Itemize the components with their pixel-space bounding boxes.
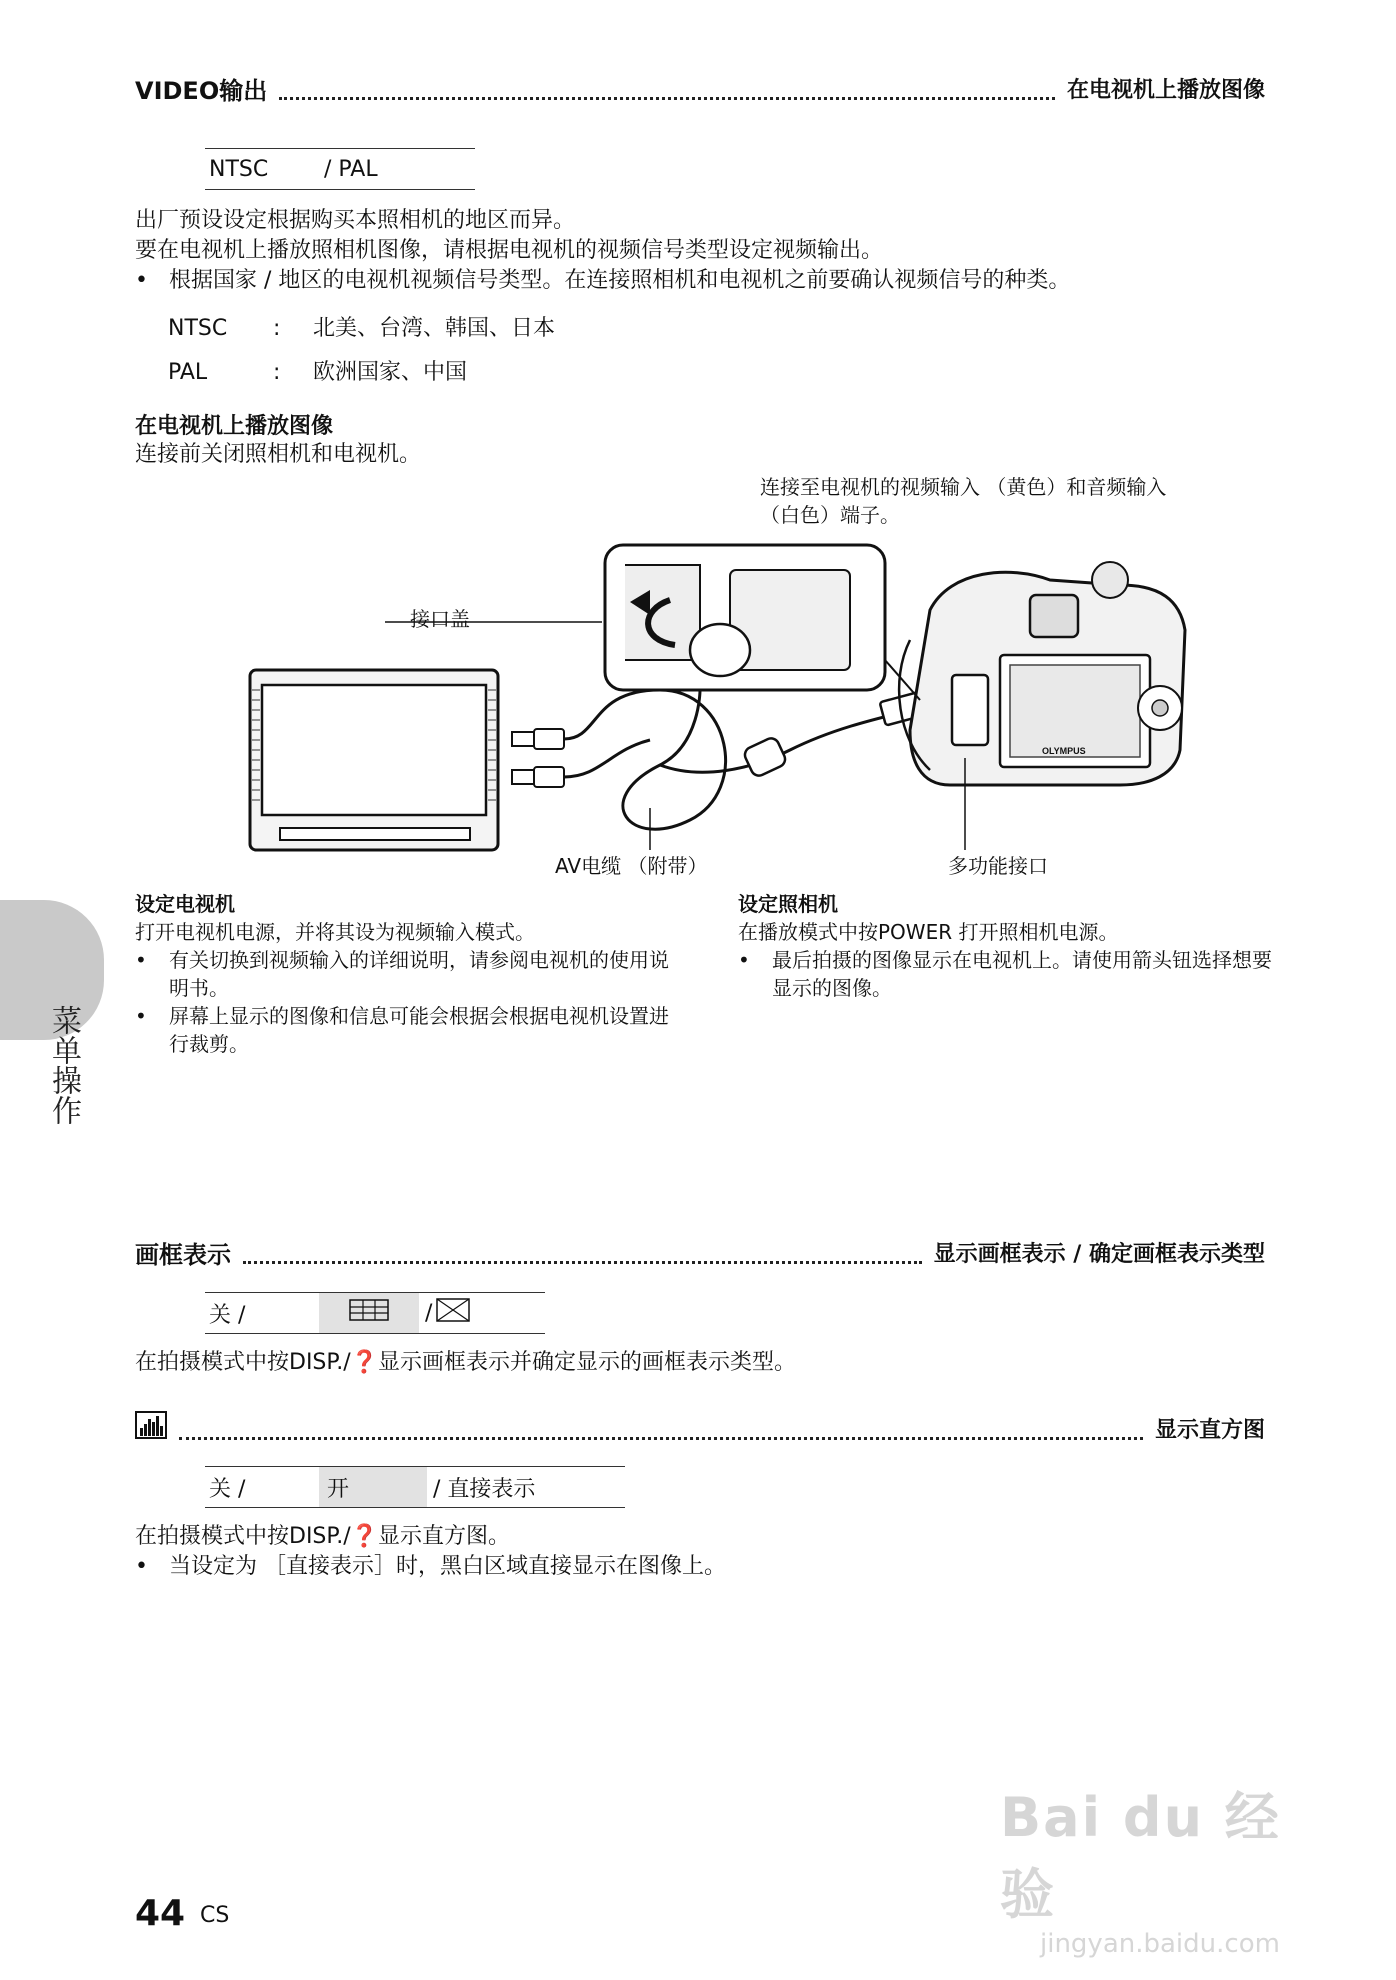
grid-icon: [349, 1299, 389, 1327]
port-cover-closeup: [605, 545, 920, 700]
video-output-heading: [135, 68, 1265, 108]
frame-display-description: 在拍摄模式中按DISP./❓显示画框表示并确定显示的画框表示类型。: [135, 1350, 797, 1375]
page-number: 44: [135, 1893, 186, 1934]
option-direct: / 直接表示: [433, 1476, 536, 1502]
bullet-item: • 最后拍摄的图像显示在电视机上。请使用箭头钮选择想要显示的图像。: [738, 946, 1272, 1002]
histogram-desc-line: 在拍摄模式中按DISP./❓显示直方图。: [135, 1524, 511, 1549]
tv-playback-subtitle: 连接前关闭照相机和电视机。: [135, 442, 422, 467]
option-separator: /: [425, 1300, 433, 1326]
setup-tv-section: [135, 890, 695, 1058]
leader-dots: [279, 87, 1055, 100]
histogram-heading: [135, 1408, 1265, 1448]
frame-display-right-label: 显示画框表示 / 确定画框表示类型: [933, 1241, 1265, 1267]
histogram-description: [135, 1522, 1255, 1582]
video-output-options: [205, 148, 475, 190]
video-output-right-label: 在电视机上播放图像: [1066, 77, 1265, 103]
label-multi-connector: 多功能接口: [948, 854, 1048, 878]
callout-line: 连接至电视机的视频输入 （黄色）和音频输入: [760, 475, 1167, 499]
setup-tv-title: 设定电视机: [135, 892, 235, 916]
region-code: PAL: [168, 360, 208, 385]
callout-line: （白色）端子。: [760, 503, 900, 527]
language-code: CS: [200, 1903, 230, 1928]
av-cable: [564, 690, 726, 829]
diagonal-frame-icon: [436, 1298, 470, 1328]
region-sep: :: [273, 316, 281, 341]
bullet-item: • 有关切换到视频输入的详细说明，请参阅电视机的使用说明书。: [135, 946, 679, 1002]
region-value: 北美、台湾、韩国、日本: [313, 316, 556, 341]
region-row: [168, 314, 555, 344]
desc-line: 要在电视机上播放照相机图像，请根据电视机的视频信号类型设定视频输出。: [135, 238, 884, 263]
region-code: NTSC: [168, 316, 228, 341]
region-sep: :: [273, 360, 281, 385]
connection-callout: [760, 473, 1280, 529]
frame-display-heading: [135, 1232, 1265, 1272]
camera-brand-text: OLYMPUS: [1042, 746, 1086, 756]
histogram-options: [205, 1466, 625, 1508]
camera-illustration: [899, 562, 1185, 785]
label-av-cable: AV电缆 （附带）: [555, 854, 708, 878]
side-tab-label: 菜单操作: [46, 1005, 81, 1125]
option-off: 关 /: [209, 1302, 246, 1328]
watermark-sub: jingyan.baidu.com: [1040, 1929, 1280, 1959]
ferrite-core: [742, 736, 787, 778]
setup-tv-text: 打开电视机电源，并将其设为视频输入模式。: [135, 920, 535, 944]
baidu-watermark: [1000, 1775, 1330, 1959]
histogram-right-label: 显示直方图: [1154, 1417, 1265, 1443]
option-off: 关 /: [209, 1476, 246, 1502]
option-diagonal: [432, 1293, 470, 1333]
frame-display-options: [205, 1292, 545, 1334]
histogram-icon: [135, 1411, 167, 1445]
setup-camera-text: 在播放模式中按POWER 打开照相机电源。: [738, 920, 1119, 944]
connection-illustration: [230, 540, 1240, 870]
desc-line: 出厂预设设定根据购买本照相机的地区而异。: [135, 208, 576, 233]
leader-dots: [243, 1251, 922, 1264]
tv-playback-title: 在电视机上播放图像: [135, 414, 334, 439]
option-ntsc: NTSC: [209, 156, 269, 182]
label-port-cover: 接口盖: [410, 607, 470, 631]
watermark-main: Bai du 经验: [1000, 1786, 1281, 1926]
video-output-description: [135, 206, 1255, 296]
rca-plugs: [512, 729, 564, 787]
bullet-item: • 屏幕上显示的图像和信息可能会根据会根据电视机设置进行裁剪。: [135, 1002, 679, 1058]
bullet-item: • 当设定为 ［直接表示］时，黑白区域直接显示在图像上。: [135, 1552, 1255, 1582]
option-grid: [319, 1293, 419, 1333]
setup-camera-title: 设定照相机: [738, 892, 838, 916]
option-pal: / PAL: [324, 156, 378, 182]
region-value: 欧洲国家、中国: [313, 360, 468, 385]
tv-illustration: [250, 670, 498, 850]
option-on: 开: [319, 1467, 427, 1507]
leader-dots: [179, 1427, 1143, 1440]
setup-camera-section: [738, 890, 1272, 1002]
bullet-item: • 根据国家 / 地区的电视机视频信号类型。在连接照相机和电视机之前要确认视频信号的种类。: [135, 266, 1255, 296]
frame-display-title: 画框表示: [135, 1240, 231, 1269]
region-row: [168, 358, 467, 388]
video-output-title: VIDEO输出: [135, 76, 268, 105]
